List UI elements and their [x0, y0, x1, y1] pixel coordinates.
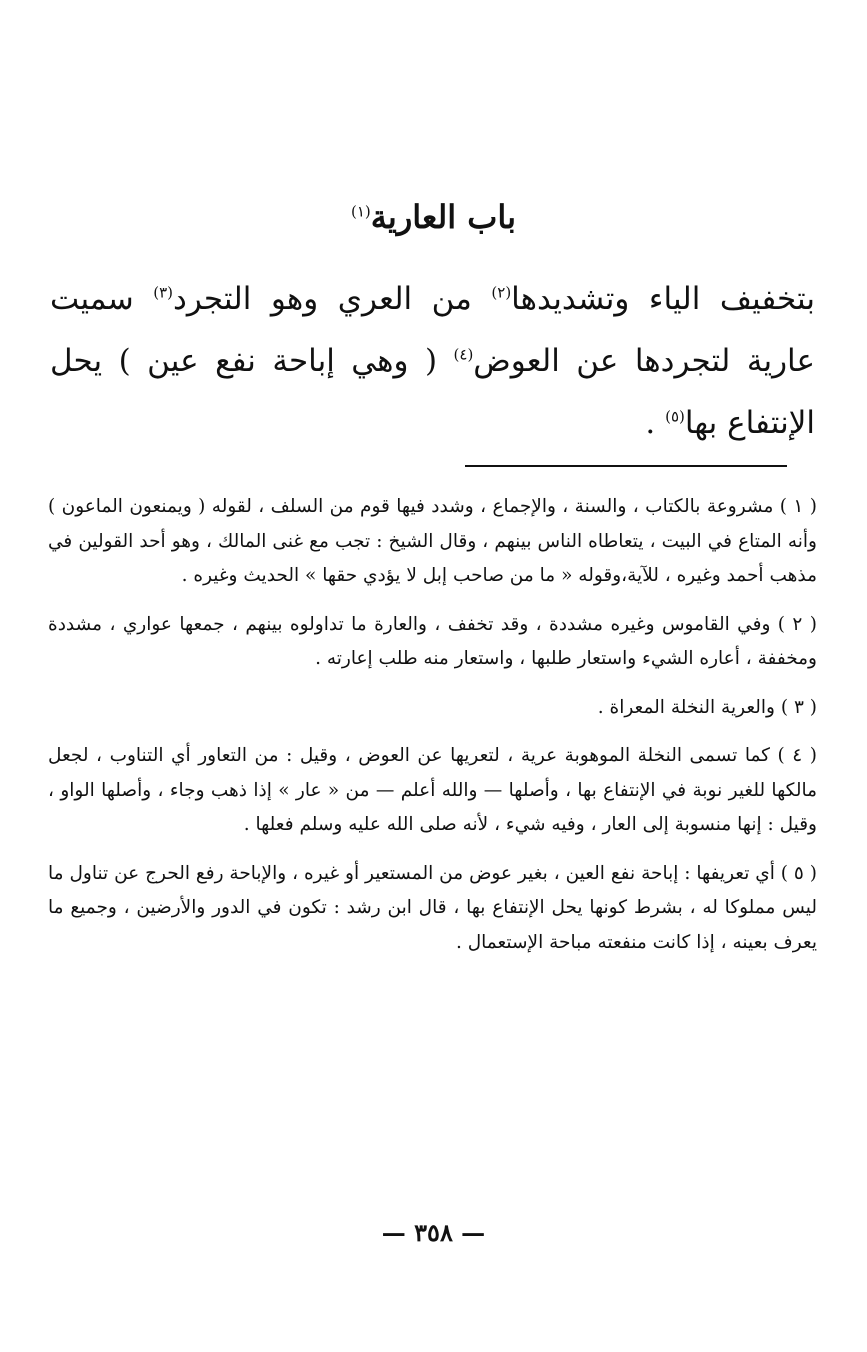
- main-text-segment: بتخفيف الياء وتشديدها: [511, 281, 816, 317]
- footnote-text: وفي القاموس وغيره مشددة ، وقد تخفف ، والعارة ما تداولوه بينهم ، جمعها عواري ، مشددة ومخففة ، أعاره الشيء واستعار طلبها ، واستعار منه طلب إعارته .: [48, 613, 817, 669]
- main-paragraph: [50, 268, 815, 454]
- footnote: [48, 608, 817, 677]
- footnote-number: ( ١ ): [779, 496, 817, 517]
- page-number: — ٣٥٨ —: [381, 1218, 486, 1247]
- footnote-ref: (٥): [665, 407, 685, 426]
- footnote-number: ( ٣ ): [780, 696, 817, 718]
- footnote-ref: (٤): [453, 345, 474, 364]
- footnote-number: ( ٤ ): [777, 745, 817, 766]
- footnote: [48, 739, 817, 843]
- chapter-title-text: باب العارية: [370, 198, 517, 236]
- main-text-segment: سميت عارية لتجردها عن العوض: [50, 281, 815, 379]
- main-text-segment: من العري وهو التجرد: [173, 281, 492, 317]
- footnote-text: مشروعة بالكتاب ، والسنة ، والإجماع ، وشدد فيها قوم من السلف ، لقوله ( ويمنعون الماعون ) وأنه المتاع في البيت ، يتعاطاه الناس بينهم ، وقال الشيخ : تجب مع غنى المالك ، وهو أحد القولين في مذهب أحمد وغيره ، للآية،وقوله « ما من صاحب إبل لا يؤدي حقها » الحديث وغيره .: [48, 496, 817, 586]
- footnote-number: ( ٢ ): [777, 613, 817, 635]
- chapter-title: [0, 193, 867, 241]
- footnote-number: ( ٥ ): [780, 862, 817, 884]
- footnote: [48, 691, 817, 726]
- footnotes: [48, 490, 817, 974]
- footnote-text: والعرية النخلة المعراة .: [597, 696, 775, 718]
- footnote-ref: (٢): [491, 283, 512, 302]
- footnote-ref: (٣): [153, 283, 174, 302]
- main-text-segment: ( وهي إباحة نفع عين ) يحل الإنتفاع بها: [50, 343, 815, 441]
- footnote-text: كما تسمى النخلة الموهوبة عرية ، لتعريها عن العوض ، وقيل : من التعاور أي التناوب ، لجعل مالكها للغير نوبة في الإنتفاع بها ، وأصلها — والله أعلم — من « عار » إذا ذهب وجاء ، وأصلها الواو ، وقيل : إنها منسوبة إلى العار ، وفيه شيء ، لأنه صلى الله عليه وسلم فعلها .: [48, 745, 817, 835]
- main-text: [50, 268, 815, 454]
- footnote-text: أي تعريفها : إباحة نفع العين ، بغير عوض من المستعير أو غيره ، والإباحة رفع الحرج عن تناول ما ليس مملوكا له ، بشرط كونها يحل الإنتفاع بها ، قال ابن رشد : تكون في الدور والأرضين ، وجميع ما يعرف بعينه ، إذا كانت منفعته مباحة الإستعمال .: [48, 862, 817, 953]
- footnote-separator: [465, 465, 787, 467]
- footnote: [48, 490, 817, 594]
- footnote: [48, 857, 817, 961]
- chapter-title-note: (١): [350, 202, 371, 221]
- main-text-segment: .: [645, 405, 666, 441]
